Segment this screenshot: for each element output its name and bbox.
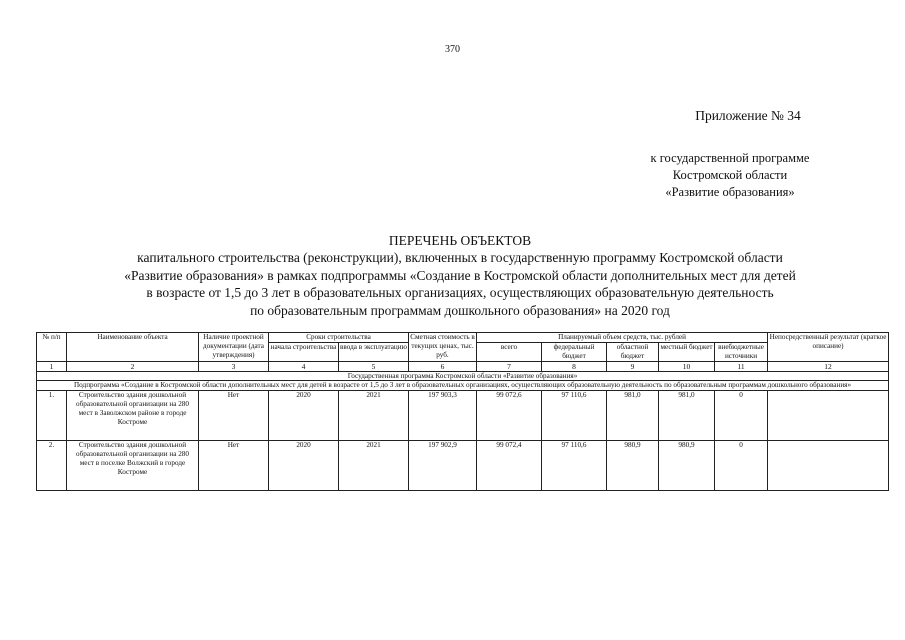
row-result [768,440,889,490]
program-reference-line: к государственной программе [650,151,810,165]
title-line: по образовательным программам дошкольного образования» на 2020 год [250,302,670,318]
column-number: 3 [199,362,269,372]
title-heading: ПЕРЕЧЕНЬ ОБЪЕКТОВ [388,233,532,248]
document-title [40,232,880,319]
page-number: 370 [445,44,460,55]
column-number: 10 [659,362,715,372]
row-result [768,390,889,440]
row-num: 2. [37,440,67,490]
title-line: в возрасте от 1,5 до 3 лет в образовательных организациях, осуществляющих образовательную деятельность [146,285,774,300]
header-row [37,333,889,343]
header-federal: федеральный бюджет [542,343,607,362]
program-row [37,372,889,381]
column-number: 12 [768,362,889,372]
row-cost: 197 902,9 [409,440,477,490]
row-docs: Нет [199,390,269,440]
title-line: «Развитие образования» в рамках подпрограммы «Создание в Костромской области дополнительных мест для детей [124,267,796,283]
table-row [37,440,889,490]
header-planned: Планируемый объем средств, тыс. рублей [477,333,768,343]
objects-table [36,332,889,491]
column-number: 7 [477,362,542,372]
row-extra: 0 [715,440,768,490]
row-total: 99 072,6 [477,390,542,440]
row-start: 2020 [269,390,339,440]
header-name: Наименование объекта [67,333,199,362]
column-number: 11 [715,362,768,372]
row-regional: 981,0 [607,390,659,440]
header-regional: областной бюджет [607,343,659,362]
header-result: Непосредственный результат (краткое описание) [768,333,889,362]
row-num: 1. [37,390,67,440]
header-docs: Наличие проектной документации (дата утверждения) [199,333,269,362]
program-reference-line: «Развитие образования» [665,185,795,199]
row-local: 981,0 [659,390,715,440]
row-end: 2021 [339,390,409,440]
program-reference [600,150,860,201]
row-start: 2020 [269,440,339,490]
row-extra: 0 [715,390,768,440]
row-end: 2021 [339,440,409,490]
column-number: 2 [67,362,199,372]
column-number: 6 [409,362,477,372]
row-name: Строительство здания дошкольной образовательной организации на 280 мест в Заволжском районе в городе Костроме [67,390,199,440]
column-numbers-row [37,362,889,372]
row-local: 980,9 [659,440,715,490]
row-docs: Нет [199,440,269,490]
column-number: 8 [542,362,607,372]
program-reference-line: Костромской области [672,168,788,182]
subprogram-title: Подпрограмма «Создание в Костромской области дополнительных мест для детей в возрасте от 1,5 до 3 лет в образовательных организациях, осуществляющих образовательную деятельность по образовательным программам дошкольного образования» [37,381,889,391]
row-total: 99 072,4 [477,440,542,490]
row-name: Строительство здания дошкольной образовательной организации на 280 мест в поселке Волжский в городе Костроме [67,440,199,490]
column-number: 1 [37,362,67,372]
row-federal: 97 110,6 [542,440,607,490]
column-number: 4 [269,362,339,372]
program-title: Государственная программа Костромской области «Развитие образования» [37,372,889,381]
header-local: местный бюджет [659,343,715,362]
header-commissioning: ввода в эксплуатацию [339,343,409,362]
header-terms: Сроки строительства [269,333,409,343]
column-number: 9 [607,362,659,372]
row-regional: 980,9 [607,440,659,490]
header-cost: Сметная стоимость в текущих ценах, тыс. руб. [409,333,477,362]
title-line: капитального строительства (реконструкции), включенных в государственную программу Костромской области [137,250,783,265]
header-extrabudget: внебюджетные источники [715,343,768,362]
header-num: № п/п [37,333,67,362]
appendix-label: Приложение № 34 [695,108,801,123]
header-total: всего [477,343,542,362]
column-number: 5 [339,362,409,372]
row-cost: 197 903,3 [409,390,477,440]
header-start: начала строительства [269,343,339,362]
subprogram-row [37,381,889,391]
table-row [37,390,889,440]
row-federal: 97 110,6 [542,390,607,440]
